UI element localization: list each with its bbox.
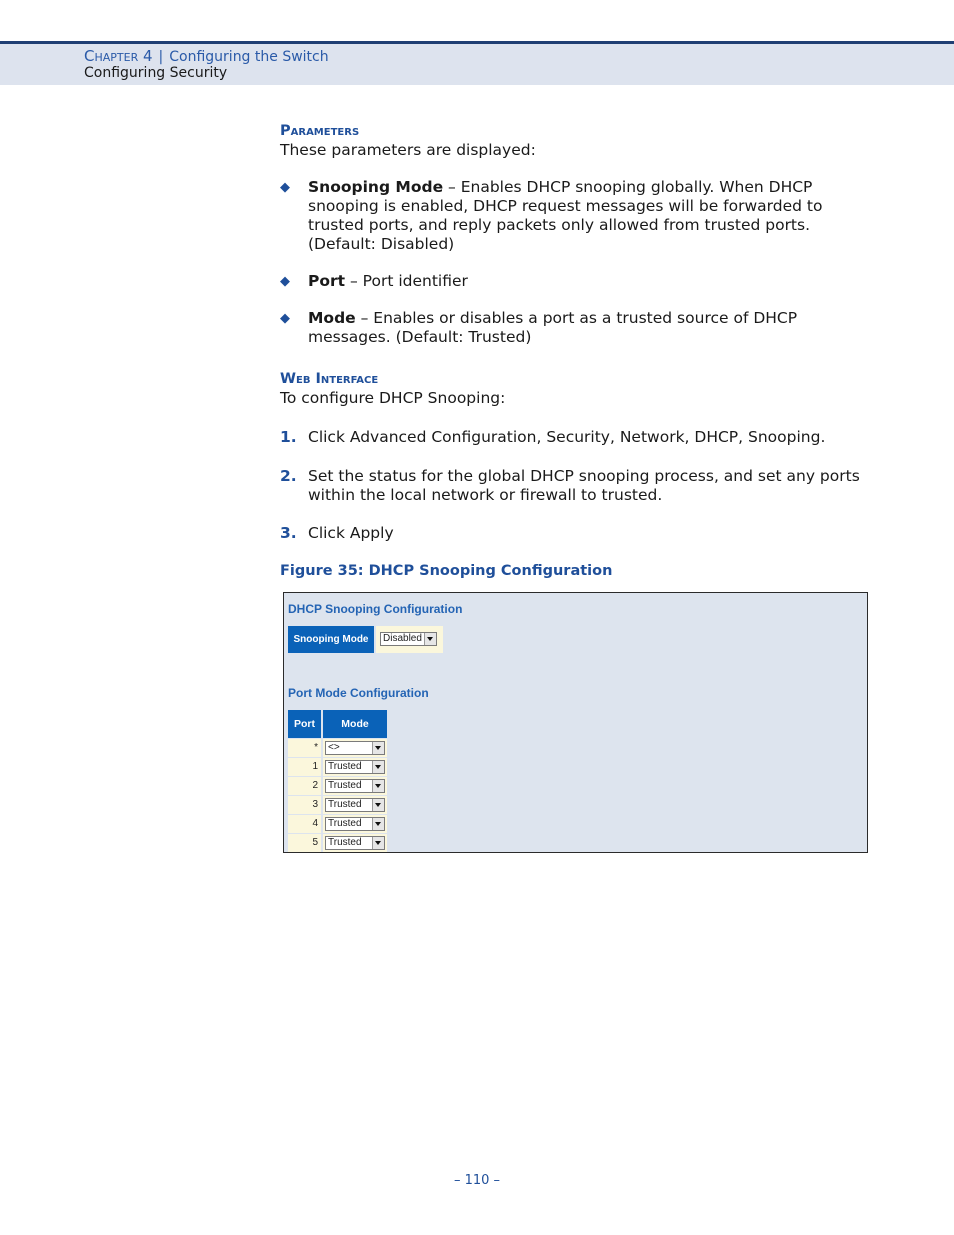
mode-value: Trusted — [328, 818, 362, 829]
table-row — [288, 796, 387, 814]
parameters-heading: Parameters — [280, 123, 360, 139]
port-mode-title: Port Mode Configuration — [288, 686, 429, 700]
mode-select[interactable] — [325, 779, 385, 793]
chevron-down-icon[interactable] — [372, 780, 384, 792]
port-cell: 2 — [288, 777, 321, 795]
param-item-mode — [280, 309, 870, 347]
table-row — [288, 777, 387, 795]
table-row — [288, 739, 387, 757]
step-3 — [280, 524, 880, 543]
port-cell: 4 — [288, 815, 321, 833]
step-text: Set the status for the global DHCP snooping process, and set any ports — [308, 467, 860, 485]
mode-select[interactable] — [325, 836, 385, 850]
param-item-snooping-mode — [280, 178, 870, 254]
chevron-down-icon[interactable] — [372, 761, 384, 773]
web-interface-heading: Web Interface — [280, 371, 379, 387]
chevron-down-icon[interactable] — [424, 633, 436, 645]
parameters-intro: These parameters are displayed: — [280, 141, 536, 159]
port-cell: * — [288, 739, 321, 757]
step-1 — [280, 428, 880, 447]
step-number: 2. — [280, 467, 297, 485]
mode-value: Trusted — [328, 799, 362, 810]
table-row — [288, 758, 387, 776]
mode-cell — [323, 739, 387, 757]
param-desc-line: (Default: Disabled) — [308, 235, 455, 253]
snooping-mode-cell — [376, 626, 443, 653]
port-cell: 1 — [288, 758, 321, 776]
param-desc-line: messages. (Default: Trusted) — [308, 328, 532, 346]
mode-value: <> — [328, 742, 340, 753]
mode-value: Trusted — [328, 780, 362, 791]
mode-cell — [323, 758, 387, 776]
dhcp-snooping-screenshot — [283, 592, 868, 853]
table-row — [288, 815, 387, 833]
param-desc-line: – Port identifier — [345, 272, 468, 290]
param-desc-line: – Enables DHCP snooping globally. When DHCP — [443, 178, 813, 196]
mode-value: Trusted — [328, 837, 362, 848]
chevron-down-icon[interactable] — [372, 799, 384, 811]
step-text: within the local network or firewall to trusted. — [308, 486, 663, 504]
port-cell: 3 — [288, 796, 321, 814]
param-term: Port — [308, 272, 346, 290]
mode-value: Trusted — [328, 761, 362, 772]
running-header — [0, 41, 954, 85]
snooping-mode-value: Disabled — [383, 633, 422, 644]
step-2 — [280, 467, 880, 505]
mode-select[interactable] — [325, 760, 385, 774]
mode-cell — [323, 777, 387, 795]
mode-cell — [323, 834, 387, 852]
param-term: Snooping Mode — [308, 178, 444, 196]
diamond-bullet-icon: ◆ — [280, 274, 290, 289]
step-text: Click Advanced Configuration, Security, Network, DHCP, Snooping. — [308, 428, 826, 446]
step-number: 3. — [280, 524, 297, 542]
chevron-down-icon[interactable] — [372, 837, 384, 849]
diamond-bullet-icon: ◆ — [280, 180, 290, 195]
chapter-title: Configuring the Switch — [169, 49, 329, 65]
mode-cell — [323, 815, 387, 833]
column-header-mode: Mode — [323, 710, 387, 738]
param-desc-line: trusted ports, and reply packets only allowed from trusted ports. — [308, 216, 811, 234]
chapter-label: Chapter 4 — [84, 47, 153, 65]
snooping-mode-label: Snooping Mode — [288, 626, 374, 653]
table-row — [288, 834, 387, 852]
step-number: 1. — [280, 428, 297, 446]
chevron-down-icon[interactable] — [372, 818, 384, 830]
mode-select[interactable] — [325, 798, 385, 812]
port-cell: 5 — [288, 834, 321, 852]
param-item-port — [280, 272, 870, 291]
chevron-down-icon[interactable] — [372, 742, 384, 754]
figure-caption: Figure 35: DHCP Snooping Configuration — [280, 563, 613, 579]
param-term: Mode — [308, 309, 356, 327]
header-separator: | — [158, 49, 164, 65]
header-chapter-line — [84, 47, 329, 65]
section-title: Configuring Security — [84, 65, 228, 81]
step-text: Click Apply — [308, 524, 394, 542]
config-title: DHCP Snooping Configuration — [288, 602, 463, 616]
mode-cell — [323, 796, 387, 814]
param-desc-line: – Enables or disables a port as a trusted source of DHCP — [355, 309, 798, 327]
snooping-mode-select[interactable] — [380, 632, 437, 646]
diamond-bullet-icon: ◆ — [280, 311, 290, 326]
page-number: – 110 – — [453, 1173, 501, 1188]
web-interface-intro: To configure DHCP Snooping: — [280, 389, 506, 407]
mode-select[interactable] — [325, 741, 385, 755]
param-desc-line: snooping is enabled, DHCP request messages will be forwarded to — [308, 197, 823, 215]
column-header-port: Port — [288, 710, 321, 738]
mode-select[interactable] — [325, 817, 385, 831]
